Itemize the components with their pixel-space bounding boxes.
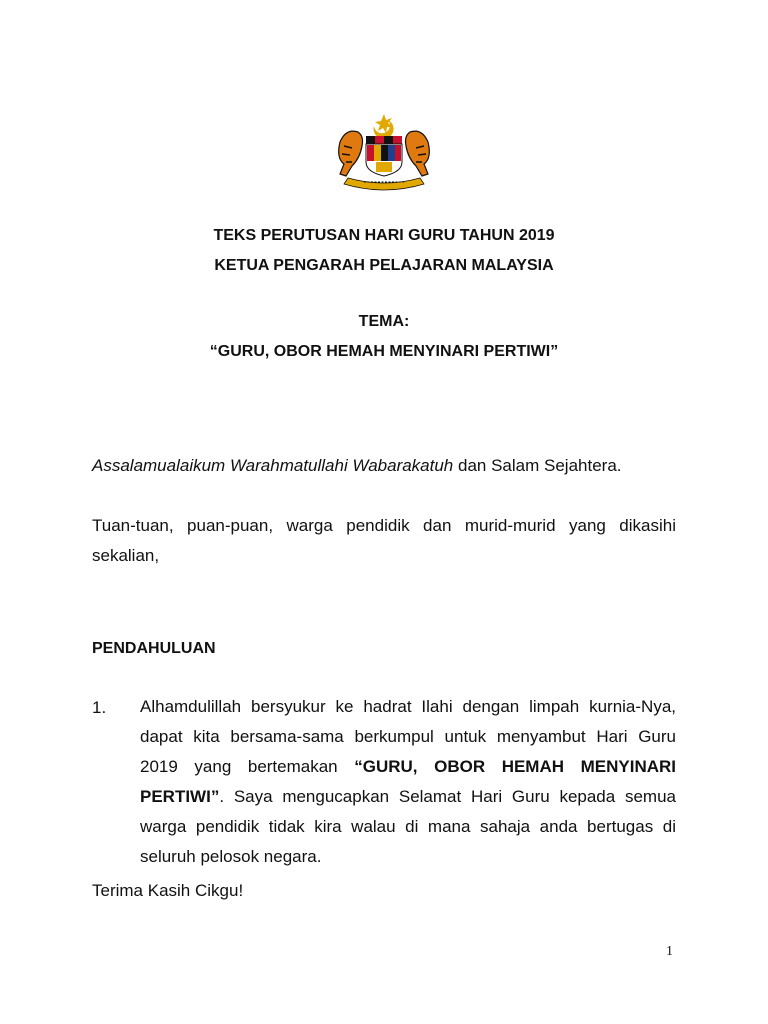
item-number: 1.: [92, 698, 107, 717]
document-subtitle: KETUA PENGARAH PELAJARAN MALAYSIA: [214, 257, 554, 274]
item-text-b: . Saya mengucapkan Selamat Hari Guru kepada semua warga pendidik tidak kira walau di mana sahaja anda bertugas di seluruh pelosok negara.: [140, 787, 676, 866]
coat-of-arms-icon: [330, 112, 438, 192]
theme-text: “GURU, OBOR HEMAH MENYINARI PERTIWI”: [209, 343, 559, 360]
document-title: TEKS PERUTUSAN HARI GURU TAHUN 2019: [213, 227, 555, 244]
address-paragraph: Tuan-tuan, puan-puan, warga pendidik dan murid-murid yang dikasihi sekalian,: [92, 516, 676, 565]
greeting-paragraph: [92, 451, 676, 481]
page-number: 1: [666, 944, 673, 959]
item-text-a: Alhamdulillah bersyukur ke hadrat Ilahi dengan limpah kurnia-Nya, dapat kita bersama-sama berkumpul untuk menyambut Hari Guru 2019 yang bertemakan: [140, 697, 676, 776]
item-theme-bold: “GURU, OBOR HEMAH MENYINARI PERTIWI”: [140, 757, 677, 806]
closing-line: Terima Kasih Cikgu!: [92, 881, 244, 900]
theme-label: TEMA:: [358, 313, 410, 330]
greeting-rest: dan Salam Sejahtera.: [453, 456, 622, 475]
item-paragraph: [140, 692, 676, 872]
section-heading: PENDAHULUAN: [92, 640, 216, 657]
greeting-italic: Assalamualaikum Warahmatullahi Wabarakatuh: [92, 456, 454, 475]
